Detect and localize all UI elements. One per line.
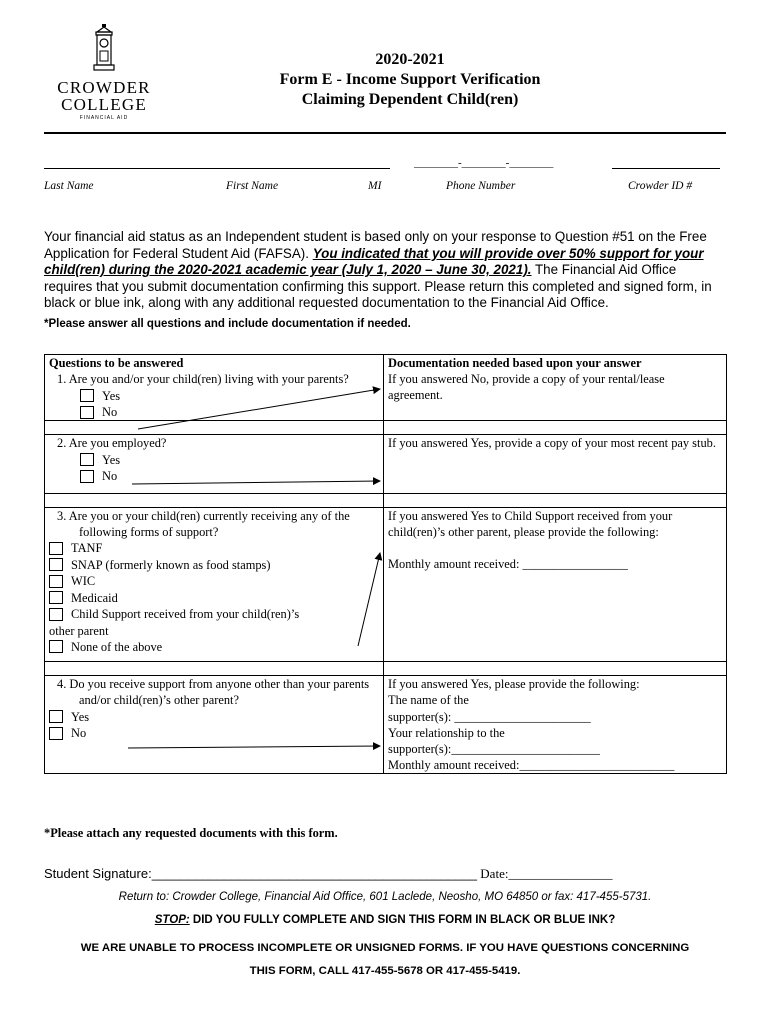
stop-text: DID YOU FULLY COMPLETE AND SIGN THIS FORM IN BLACK OR BLUE INK? [189,914,616,926]
spacer-row [45,421,727,435]
checkbox[interactable] [80,389,94,402]
q4-no-option[interactable] [49,725,379,742]
stop-word: STOP: [154,914,190,926]
question-cell [45,435,384,493]
q3-medicaid-option[interactable] [49,590,379,607]
option-label: Child Support received from your child(ren)’s [71,607,300,622]
college-logo [52,24,156,121]
stop-warning [0,914,770,926]
question-cell [45,355,384,421]
q3-wic-option[interactable] [49,573,379,590]
checkbox[interactable] [49,710,63,723]
return-address: Return to: Crowder College, Financial Aid Office, 601 Laclede, Neosho, MO 64850 or fax: 417-455-5731. [118,891,652,903]
q1-yes-option[interactable] [49,387,379,404]
form-name: Form E - Income Support Verification [279,71,541,88]
question-2-text: 2. Are you employed? [57,436,167,451]
option-label: No [102,469,118,484]
form-title [260,50,560,110]
question-4-text: 4. Do you receive support from anyone other than your parents and/or child(ren)’s other parent? [57,677,370,708]
option-label: Yes [102,452,121,467]
crowder-id-label: Crowder ID # [628,180,693,192]
checkbox[interactable] [80,470,94,483]
option-label: Yes [71,709,90,724]
option-label: WIC [71,574,96,589]
logo-word-1: CROWDER [57,78,151,97]
logo-subtitle: FINANCIAL AID [79,115,129,121]
checkbox[interactable] [49,640,63,653]
phone-label: Phone Number [446,180,516,192]
table-row [45,435,727,493]
q4-supporter-relationship-field[interactable]: supporter(s):________________________ [388,742,601,757]
option-label: No [102,405,118,420]
form-subtitle: Claiming Dependent Child(ren) [301,91,519,108]
q3-documentation: If you answered Yes to Child Support received from your child(ren)’s other parent, please provide the following: [388,508,673,539]
documentation-cell [384,676,727,774]
header-documentation: Documentation needed based upon your answer [388,356,642,370]
q4-documentation: If you answered Yes, please provide the following: [388,677,640,692]
q3-none-option[interactable] [49,639,379,656]
option-label: Yes [102,388,121,403]
incomplete-forms-warning [0,937,770,983]
q3-monthly-amount-field[interactable]: Monthly amount received: _________________ [388,557,628,572]
q3-child-support-option[interactable] [49,606,379,623]
documentation-cell [384,355,727,421]
student-signature-field[interactable]: Student Signature:_____________________________________________ [44,866,478,881]
documentation-cell [384,507,727,662]
checkbox[interactable] [80,453,94,466]
intro-text-2: The Financial Aid Office requires that you submit documentation confirming this support. Please return this completed and signed form, in black or blue ink, along with any additional requested documentation to the Financial Aid Office. [44,262,712,311]
checkbox[interactable] [49,575,63,588]
signature-line [44,866,612,882]
header-questions: Questions to be answered [49,356,184,370]
option-label: None of the above [71,639,163,654]
option-label: TANF [71,541,103,556]
last-name-label: Last Name [44,180,94,192]
mi-label: MI [368,180,382,192]
q4-supporter-name-field[interactable]: supporter(s): ______________________ [388,709,591,724]
form-year: 2020-2021 [375,51,445,68]
question-cell [45,676,384,774]
option-label: No [71,726,87,741]
checkbox[interactable] [80,406,94,419]
spacer-row [45,493,727,507]
header-rule [44,132,726,134]
q4-yes-option[interactable] [49,709,379,726]
spacer-row [45,662,727,676]
phone-input-line[interactable]: ________-________-________ [414,157,554,169]
checkbox[interactable] [49,558,63,571]
logo-word-2: COLLEGE [61,95,147,114]
intro-emphasis: You indicated that you will provide over 50% support for your child(ren) during the 2020-2021 academic year (July 1, 2020 – June 30, 2021). [44,245,704,278]
q4-doc-name-label: The name of the [388,693,469,708]
question-cell [45,507,384,662]
crowder-id-input-line[interactable] [612,168,720,169]
q3-option-continuation: other parent [49,623,109,638]
q4-monthly-amount-field[interactable]: Monthly amount received:_________________________ [388,758,675,773]
option-label: SNAP (formerly known as food stamps) [71,557,271,572]
checkbox[interactable] [49,542,63,555]
answer-all-note: *Please answer all questions and include documentation if needed. [44,318,411,330]
table-row [45,507,727,662]
questions-table [44,354,727,774]
question-3-text: 3. Are you or your child(ren) currently receiving any of the following forms of support? [57,508,350,539]
checkbox[interactable] [49,591,63,604]
q3-tanf-option[interactable] [49,540,379,557]
clock-tower-icon [91,24,117,72]
q2-yes-option[interactable] [49,452,379,469]
q2-no-option[interactable] [49,468,379,485]
warning-line-1: WE ARE UNABLE TO PROCESS INCOMPLETE OR UNSIGNED FORMS. IF YOU HAVE QUESTIONS CONCERNING [80,942,690,954]
table-row [45,676,727,774]
q2-documentation: If you answered Yes, provide a copy of your most recent pay stub. [388,436,716,451]
option-label: Medicaid [71,590,118,605]
q1-no-option[interactable] [49,404,379,421]
checkbox[interactable] [49,727,63,740]
intro-text-1: Your financial aid status as an Independent student is based only on your response to Question #51 on the Free Application for Federal Student Aid (FAFSA). [44,229,707,261]
q1-documentation: If you answered No, provide a copy of your rental/lease agreement. [388,372,665,403]
q3-snap-option[interactable] [49,557,379,574]
table-row [45,355,727,421]
intro-paragraph [44,229,728,312]
checkbox[interactable] [49,608,63,621]
date-field[interactable]: Date:________________ [480,866,613,881]
q4-doc-relationship-label: Your relationship to the [388,725,505,740]
question-1-text: 1. Are you and/or your child(ren) living with your parents? [57,372,349,387]
documentation-cell [384,435,727,493]
first-name-label: First Name [226,180,279,192]
attach-note: *Please attach any requested documents with this form. [44,826,338,840]
warning-line-2: THIS FORM, CALL 417-455-5678 OR 417-455-5419. [249,965,521,977]
name-input-line[interactable] [44,168,390,169]
